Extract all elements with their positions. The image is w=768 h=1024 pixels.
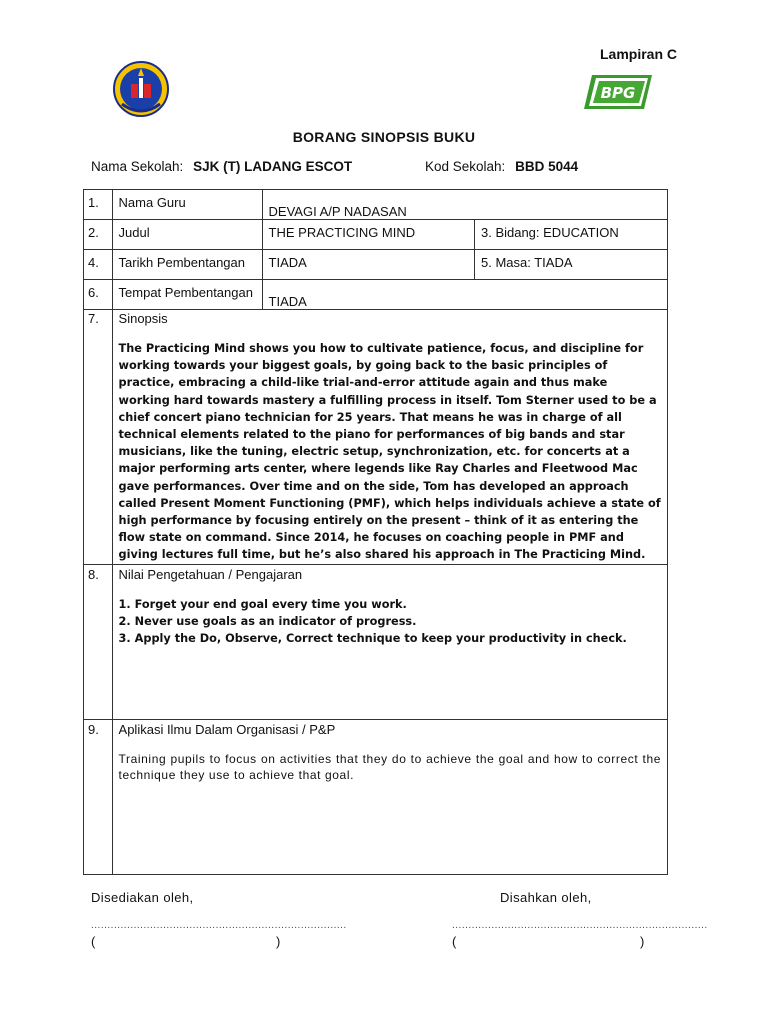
list-item: 3. Apply the Do, Observe, Correct technique to keep your productivity in check. [118,632,627,646]
school-code-caption: Kod Sekolah: [425,159,506,174]
ministry-logo-icon [108,60,174,120]
teacher-name-field[interactable]: DEVAGI A/P NADASAN [262,190,667,220]
list-item: 2. Never use goals as an indicator of progress. [118,614,417,628]
venue-field[interactable]: TIADA [262,280,667,310]
synopsis-form-table [83,189,668,875]
field-label: Nilai Pengetahuan / Pengajaran [118,566,303,582]
row-number: 6. [84,280,113,310]
field-label: Sinopsis [118,311,168,326]
row-number: 4. [84,250,113,280]
school-name-value: SJK (T) LADANG ESCOT [193,159,353,174]
nilai-list [119,596,667,648]
prepared-by-close-paren: ) [276,934,281,949]
field-label: Tarikh Pembentangan [112,250,262,280]
sinopsis-cell[interactable] [112,310,667,565]
approved-by-close-paren: ) [640,934,645,949]
date-field[interactable]: TIADA [262,250,474,280]
field-bidang[interactable]: 3. Bidang: EDUCATION [474,220,667,250]
field-masa[interactable]: 5. Masa: TIADA [474,250,667,280]
row-number: 8. [84,564,113,719]
approved-by-signature-line[interactable]: .............................................................................. [452,920,708,931]
school-code-value: BBD 5044 [515,159,579,174]
field-label: Aplikasi Ilmu Dalam Organisasi / P&P [118,721,336,737]
field-label: Nama Guru [112,190,262,220]
field-label: Judul [112,220,262,250]
aplikasi-cell[interactable] [112,719,667,874]
bpg-logo-icon [584,75,652,109]
row-tarikh [84,250,668,280]
row-number: 7. [84,310,113,565]
form-title: BORANG SINOPSIS BUKU [292,129,476,145]
school-name-caption: Nama Sekolah: [91,159,184,174]
row-number: 1. [84,190,113,220]
row-tempat [84,280,668,310]
nilai-cell[interactable] [112,564,667,719]
prepared-by-signature-line[interactable]: .............................................................................. [91,920,347,931]
list-item: 1. Forget your end goal every time you work. [118,597,407,611]
row-nama-guru [84,190,668,220]
approved-by-label: Disahkan oleh, [500,890,592,905]
school-code-label [425,159,578,174]
row-sinopsis [84,310,668,565]
row-nilai [84,564,668,719]
approved-by-open-paren: ( [452,934,457,949]
sinopsis-text: The Practicing Mind shows you how to cultivate patience, focus, and discipline for working towards your biggest goals, by going back to the basic principles of practice, embracing a child-like trial-and-error attitude again and thus make working hard towards mastery a fulfilling process in itself. Tom Sterner used to be a chief concert piano technician for 25 years. That means he was in charge of all technical elements related to the piano for performances of big bands and star musicians, like the tuning, electric setup, synchronization, etc. for concerts at a major performing arts center, where legends like Ray Charles and Fleetwood Mac gave performances. Over time and on the side, Tom has developed an approach called Present Moment Functioning (PMF), which helps individuals achieve a state of high performance by focusing entirely on the present – think of it as entering the flow state on command. Since 2014, he focuses on coaching people in PMF and giving lectures full time, but he’s also shared his approach in The Practicing Mind. [118,342,661,562]
aplikasi-text: Training pupils to focus on activities that they do to achieve the goal and how to correct the technique they use to achieve that goal. [118,751,661,782]
title-field[interactable]: THE PRACTICING MIND [262,220,474,250]
prepared-by-open-paren: ( [91,934,96,949]
school-name-label [91,159,352,174]
row-judul [84,220,668,250]
lampiran-label: Lampiran C [600,46,678,62]
row-number: 2. [84,220,113,250]
prepared-by-label: Disediakan oleh, [91,890,194,905]
svg-text:BPG: BPG [600,84,636,102]
row-aplikasi [84,719,668,874]
row-number: 9. [84,719,113,874]
field-label: Tempat Pembentangan [112,280,262,310]
